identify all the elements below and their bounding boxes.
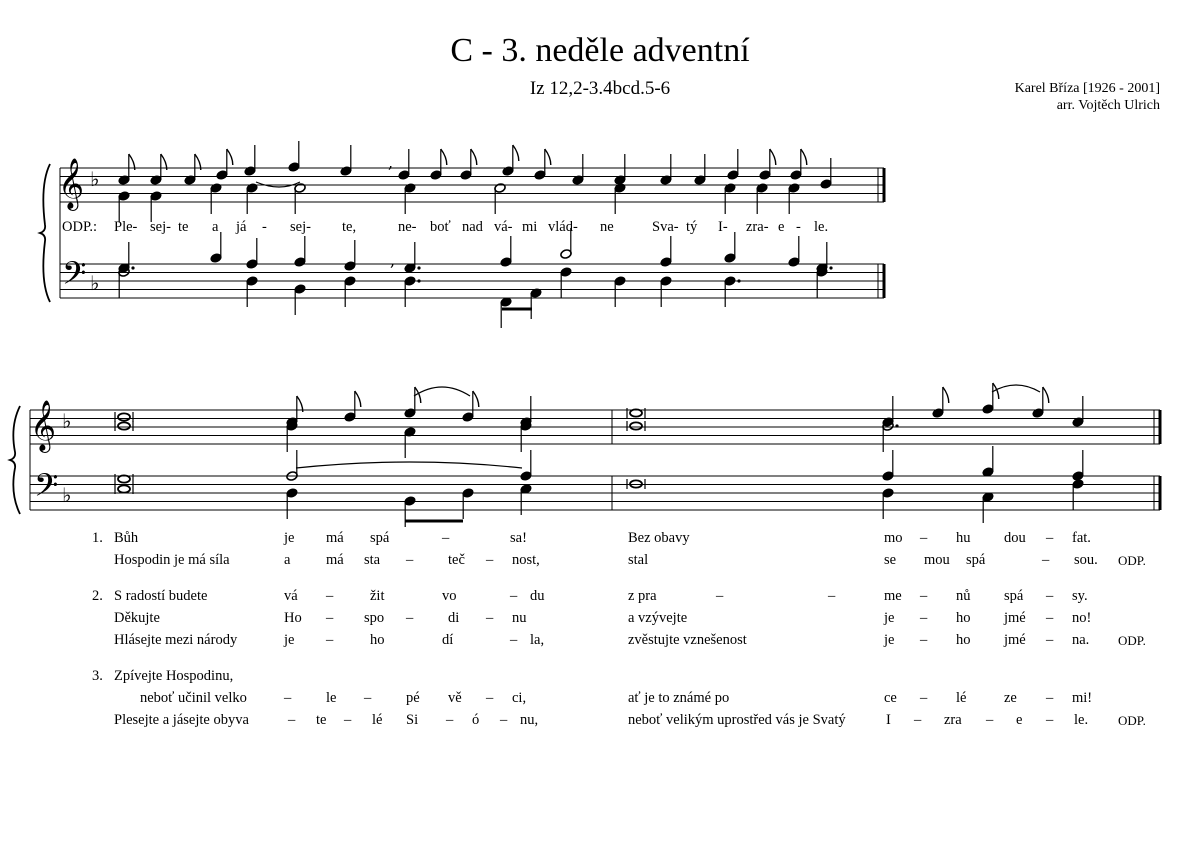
verse-text: stal	[628, 552, 649, 568]
refrain-syllable: te,	[342, 219, 357, 235]
verse-syllable: se	[884, 552, 897, 568]
verse-syllable: –	[920, 690, 928, 706]
verse-text: neboť velikým uprostřed vás je Svatý	[628, 712, 846, 728]
verse-syllable: vo	[442, 588, 457, 604]
breve-head	[118, 422, 130, 429]
verse-syllable: –	[500, 712, 508, 728]
verse-syllable: –	[284, 690, 292, 706]
bass-clef: 𝄢	[62, 255, 87, 299]
verse-syllable: –	[406, 610, 414, 626]
verse-syllable: –	[1042, 552, 1050, 568]
scripture-reference: Iz 12,2-3.4bcd.5-6	[529, 78, 671, 99]
verse-number: 1.	[92, 530, 103, 546]
verse-syllable: –	[1046, 588, 1054, 604]
verse-syllable: má	[326, 530, 344, 546]
note-dot	[417, 279, 420, 282]
refrain-label: ODP.:	[62, 219, 98, 235]
note-dot	[131, 266, 134, 269]
verse-syllable: e	[1016, 712, 1023, 728]
refrain-syllable: mi	[522, 219, 538, 235]
verse-syllable: spá	[966, 552, 986, 568]
refrain-syllable: vlád-	[548, 219, 578, 235]
verse-syllable: ho	[956, 632, 971, 648]
flat-sign: ♭	[62, 409, 72, 433]
verse-syllable: nu	[512, 610, 527, 626]
refrain-syllable: -	[262, 219, 267, 235]
note-flag	[441, 149, 447, 165]
verse-text: Plesejte a jásejte obyva	[114, 712, 249, 728]
note-flag	[770, 149, 776, 165]
note-flag	[545, 149, 551, 165]
verse-syllable: lé	[372, 712, 383, 728]
verse-text: Zpívejte Hospodinu,	[114, 668, 234, 684]
verse-syllable: –	[920, 530, 928, 546]
verse-syllable: –	[326, 610, 334, 626]
refrain-syllable: zra-	[746, 219, 769, 235]
verse-syllable: spá	[1004, 588, 1024, 604]
verse-syllable: –	[288, 712, 296, 728]
verse-text: S radostí budete	[114, 588, 208, 604]
staff-brace	[40, 164, 50, 302]
verse-syllable: teč	[448, 552, 465, 568]
verse-syllable: mo	[884, 530, 903, 546]
verse-number: 2.	[92, 588, 103, 604]
verse-syllable: –	[510, 632, 518, 648]
verse-syllable: –	[344, 712, 352, 728]
refrain-syllable: já	[236, 219, 247, 235]
verse-syllable: žit	[370, 588, 385, 604]
verse-syllable: –	[326, 588, 334, 604]
note-flag	[513, 145, 519, 161]
refrain-syllable: -	[796, 219, 801, 235]
odp-marker: ODP.	[1118, 633, 1146, 648]
verse-syllable: –	[364, 690, 372, 706]
verse-text: Hlásejte mezi národy	[114, 632, 238, 648]
verse-syllable: ó	[472, 712, 480, 728]
breve-head	[630, 422, 642, 429]
verse-syllable: a	[284, 552, 291, 568]
odp-marker: ODP.	[1118, 713, 1146, 728]
note-dot	[829, 266, 832, 269]
verse-syllable: –	[486, 690, 494, 706]
staff-brace	[10, 406, 20, 514]
note-flag	[1043, 387, 1049, 403]
verse-syllable: je	[884, 610, 895, 626]
flat-sign: ♭	[90, 167, 100, 191]
note-flag	[473, 391, 479, 407]
slur	[992, 385, 1040, 392]
verse-syllable: dí	[442, 632, 454, 648]
verse-syllable: –	[1046, 610, 1054, 626]
refrain-syllable: Ple-	[114, 219, 138, 235]
breve-head	[118, 413, 130, 420]
verse-syllable: di	[448, 610, 460, 626]
verse-syllable: –	[920, 610, 928, 626]
verse-syllable: má	[326, 552, 344, 568]
composer-name: Karel Bříza [1926 - 2001]	[1014, 81, 1160, 96]
verse-syllable: je	[284, 530, 295, 546]
verse-syllable: –	[914, 712, 922, 728]
verse-syllable: le.	[1074, 712, 1089, 728]
verse-syllable: –	[486, 552, 494, 568]
verse-syllable: jmé	[1004, 610, 1026, 626]
verse-syllable: ce	[884, 690, 897, 706]
note-dot	[895, 424, 898, 427]
verse-syllable: –	[986, 712, 994, 728]
verse-syllable: dou	[1004, 530, 1026, 546]
verse-text: Hospodin je má síla	[114, 552, 230, 568]
verse-text: z pra	[628, 588, 657, 604]
refrain-syllable: ne-	[398, 219, 417, 235]
verse-syllable: –	[1046, 530, 1054, 546]
verse-syllable: –	[446, 712, 454, 728]
refrain-syllable: a	[212, 219, 219, 235]
verse-syllable: mou	[924, 552, 950, 568]
refrain-syllable: le.	[814, 219, 829, 235]
verse-syllable: –	[920, 588, 928, 604]
verse-syllable: na.	[1072, 632, 1090, 648]
verse-syllable: zra	[944, 712, 962, 728]
note-flag	[355, 391, 361, 407]
verse-syllable: lé	[956, 690, 967, 706]
verse-text: Děkujte	[114, 610, 160, 626]
refrain-syllable: boť	[430, 219, 451, 235]
refrain-syllable: e	[778, 219, 785, 235]
refrain-syllable: Sva-	[652, 219, 679, 235]
verse-syllable: pé	[406, 690, 420, 706]
verse-text: Bez obavy	[628, 530, 690, 546]
verse-text: zvěstujte vznešenost	[628, 632, 747, 648]
refrain-syllable: tý	[686, 219, 698, 235]
verse-syllable: ci,	[512, 690, 527, 706]
refrain-syllable: sej-	[150, 219, 171, 235]
verse-syllable: fat.	[1072, 530, 1091, 546]
verse-syllable: jmé	[1004, 632, 1026, 648]
verse-syllable: le	[326, 690, 337, 706]
verse-syllable: –	[1046, 632, 1054, 648]
tie	[296, 462, 522, 468]
verse-syllable: nů	[956, 588, 971, 604]
verse-syllable: ze	[1004, 690, 1017, 706]
verse-syllable: Si	[406, 712, 419, 728]
verse-syllable: ho	[370, 632, 385, 648]
flat-sign: ♭	[90, 271, 100, 295]
verse-syllable: vá	[284, 588, 298, 604]
refrain-syllable: nad	[462, 219, 483, 235]
note-flag	[801, 149, 807, 165]
verse-syllable: sy.	[1072, 588, 1088, 604]
note-flag	[943, 387, 949, 403]
note-dot	[417, 266, 420, 269]
verse-syllable: –	[442, 530, 450, 546]
breath-mark: ,	[388, 153, 394, 172]
verse-syllable: no!	[1072, 610, 1092, 626]
verse-syllable: sa!	[510, 530, 527, 546]
verse-syllable: hu	[956, 530, 971, 546]
verse-syllable: –	[1046, 712, 1054, 728]
refrain-syllable: te	[178, 219, 189, 235]
breve-head	[118, 485, 130, 492]
refrain-syllable: vá-	[494, 219, 513, 235]
verse-syllable: ho	[956, 610, 971, 626]
verse-syllable: sta	[364, 552, 381, 568]
verse-syllable: spá	[370, 530, 390, 546]
verse-syllable: –	[510, 588, 518, 604]
verse-syllable: –	[326, 632, 334, 648]
note-flag	[227, 149, 233, 165]
verse-syllable: sou.	[1074, 552, 1098, 568]
verse-syllable: du	[530, 588, 545, 604]
verse-syllable: la,	[530, 632, 545, 648]
verse-text: ať je to známé po	[628, 690, 730, 706]
verse-syllable: vě	[448, 690, 462, 706]
system-verse	[10, 383, 1160, 527]
odp-marker: ODP.	[1118, 553, 1146, 568]
verse-syllable: je	[884, 632, 895, 648]
treble-clef: 𝄞	[30, 400, 57, 451]
verse-syllable: I	[886, 712, 891, 728]
verse-syllable: –	[716, 588, 724, 604]
verse-text: Bůh	[114, 530, 139, 546]
verse-syllable: Ho	[284, 610, 302, 626]
verse-syllable: –	[920, 632, 928, 648]
refrain-syllable: ne	[600, 219, 614, 235]
verse-syllable: nost,	[512, 552, 540, 568]
verse-text: a vzývejte	[628, 610, 688, 626]
breath-mark: ,	[390, 251, 396, 270]
slur	[414, 387, 470, 396]
verse-syllable: me	[884, 588, 902, 604]
arranger-name: arr. Vojtěch Ulrich	[1056, 98, 1160, 113]
note-flag	[471, 149, 477, 165]
verse-syllable: spo	[364, 610, 385, 626]
verse-syllable: mi!	[1072, 690, 1093, 706]
verse-syllable: –	[486, 610, 494, 626]
verse-syllable: te	[316, 712, 327, 728]
refrain-syllable: sej-	[290, 219, 311, 235]
verse-syllable: nu,	[520, 712, 539, 728]
treble-clef: 𝄞	[58, 158, 85, 209]
flat-sign: ♭	[62, 483, 72, 507]
verse-syllable: –	[828, 588, 836, 604]
note-dot	[737, 279, 740, 282]
verse-syllable: –	[1046, 690, 1054, 706]
verse-syllable: –	[406, 552, 414, 568]
verse-syllable: je	[284, 632, 295, 648]
page-title: C - 3. neděle adventní	[450, 32, 750, 69]
verse-text: neboť učinil velko	[140, 690, 247, 706]
verse-number: 3.	[92, 668, 103, 684]
bass-clef: 𝄢	[34, 467, 59, 511]
refrain-syllable: I-	[718, 219, 728, 235]
